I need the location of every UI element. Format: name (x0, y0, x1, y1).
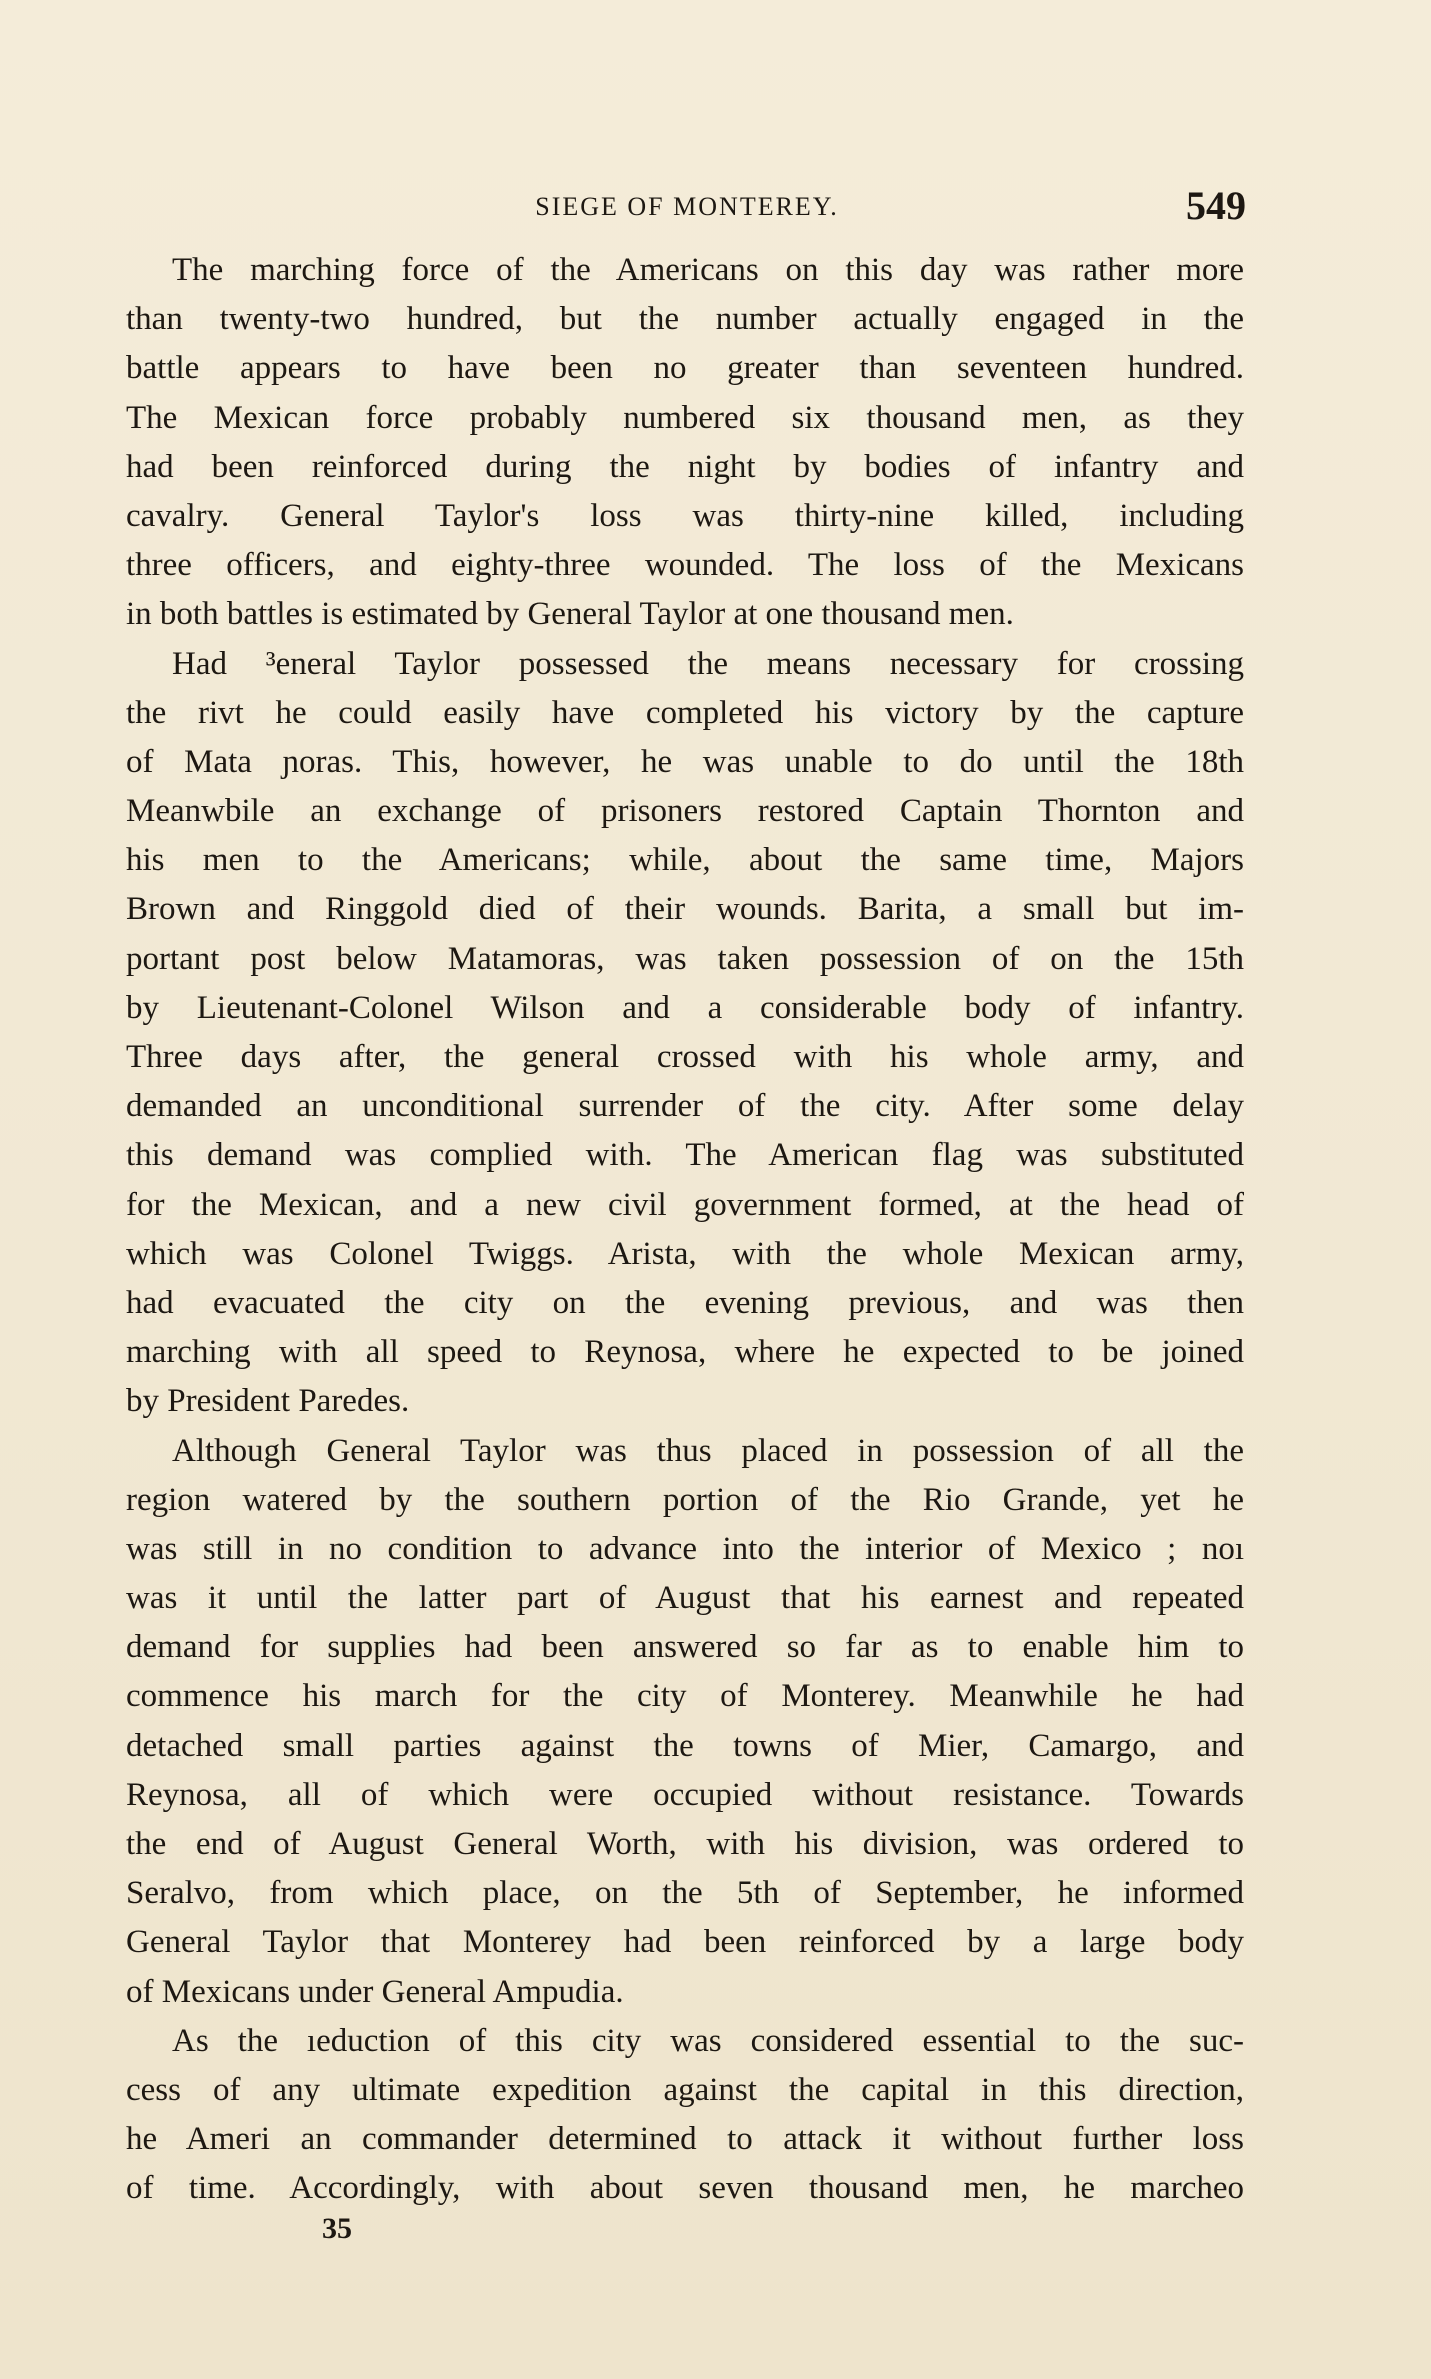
text-line: for the Mexican, and a new civil government formed, at the head of (126, 1186, 1244, 1223)
text-line: Although General Taylor was thus placed in possession of all the (172, 1432, 1244, 1469)
text-line: in both battles is estimated by General Taylor at one thousand men. (126, 596, 1014, 633)
text-line: Meanwbile an exchange of prisoners restored Captain Thornton and (126, 793, 1244, 830)
text-line: of Mata ɲoras. This, however, he was unable to do until the 18th (126, 743, 1244, 780)
text-line: demand for supplies had been answered so far as to enable him to (126, 1629, 1244, 1666)
text-line: Three days after, the general crossed with his whole army, and (126, 1039, 1244, 1075)
text-line: this demand was complied with. The American flag was substituted (126, 1137, 1244, 1174)
text-line: Brown and Ringgold died of their wounds. Barita, a small but im- (126, 891, 1244, 928)
body-text (126, 246, 1244, 2214)
text-line: he Ameri an commander determined to attack it without further loss (126, 2121, 1244, 2158)
text-line: his men to the Americans; while, about the same time, Majors (126, 842, 1244, 879)
text-line: marching with all speed to Reynosa, where he expected to be joined (126, 1334, 1244, 1371)
text-line: The marching force of the Americans on this day was rather more (172, 252, 1244, 288)
text-line: The Mexican force probably numbered six thousand men, as they (126, 399, 1244, 436)
running-head (128, 182, 1246, 238)
text-line: battle appears to have been no greater than seventeen hundred. (126, 350, 1244, 387)
text-line: was still in no condition to advance into the interior of Mexico ; noı (126, 1530, 1244, 1567)
text-line: region watered by the southern portion of the Rio Grande, yet he (126, 1481, 1244, 1518)
signature-mark: 35 (322, 2212, 352, 2245)
text-line: of Mexicans under General Ampudia. (126, 1973, 624, 2010)
text-line: cavalry. General Taylor's loss was thirty-nine killed, including (126, 497, 1244, 534)
text-line: three officers, and eighty-three wounded. The loss of the Mexicans (126, 547, 1244, 584)
text-line: than twenty-two hundred, but the number actually engaged in the (126, 301, 1244, 338)
text-line: portant post below Matamoras, was taken possession of on the 15th (126, 940, 1244, 977)
text-line: Had ³eneral Taylor possessed the means necessary for crossing (172, 645, 1244, 682)
text-line: As the ıeduction of this city was considered essential to the suc- (172, 2022, 1244, 2059)
text-line: detached small parties against the towns of Mier, Camargo, and (126, 1727, 1244, 1764)
text-line: of time. Accordingly, with about seven thousand men, he marcheo (126, 2170, 1244, 2207)
text-line: which was Colonel Twiggs. Arista, with the whole Mexican army, (126, 1235, 1244, 1272)
running-title: SIEGE OF MONTEREY. (535, 192, 839, 221)
text-line: by Lieutenant-Colonel Wilson and a considerable body of infantry. (126, 989, 1244, 1026)
text-line: had evacuated the city on the evening previous, and was then (126, 1284, 1244, 1321)
text-line: was it until the latter part of August that his earnest and repeated (126, 1580, 1244, 1617)
text-line: the rivt he could easily have completed his victory by the capture (126, 694, 1244, 731)
text-line: demanded an unconditional surrender of the city. After some delay (126, 1088, 1244, 1125)
text-line: cess of any ultimate expedition against the capital in this direction, (126, 2071, 1244, 2108)
text-line: had been reinforced during the night by bodies of infantry and (126, 448, 1244, 485)
text-line: commence his march for the city of Monterey. Meanwhile he had (126, 1678, 1244, 1715)
text-line: by President Paredes. (126, 1383, 410, 1420)
text-line: General Taylor that Monterey had been reinforced by a large body (126, 1924, 1244, 1961)
page-number: 549 (1186, 183, 1246, 228)
text-line: the end of August General Worth, with his division, was ordered to (126, 1826, 1244, 1862)
text-line: Seralvo, from which place, on the 5th of September, he informed (126, 1875, 1244, 1912)
text-line: Reynosa, all of which were occupied without resistance. Towards (126, 1776, 1244, 1813)
